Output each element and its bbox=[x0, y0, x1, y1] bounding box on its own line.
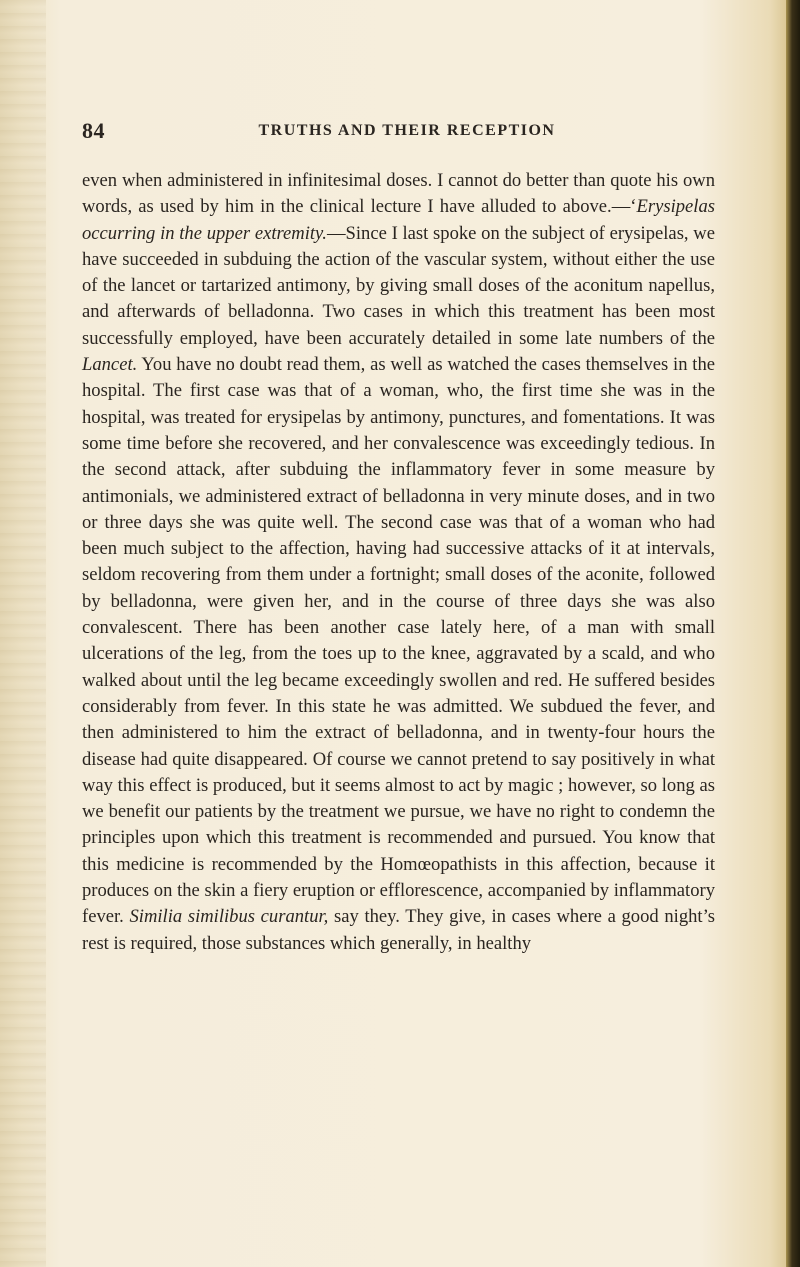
italic-heading: Erysipelas occurring in the upper extremity. bbox=[82, 196, 715, 244]
running-title: TRUTHS AND THEIR RECEPTION bbox=[258, 122, 556, 139]
body-text bbox=[82, 168, 715, 957]
page-header bbox=[82, 118, 732, 148]
italic-journal-title: Lancet. bbox=[82, 354, 138, 376]
text-segment: even when administered in infinitesimal doses. I cannot do better than quote his own words, as used by him in the clinical lecture I have alluded to above.—‘ bbox=[82, 170, 715, 218]
paragraph bbox=[82, 168, 715, 957]
page-number: 84 bbox=[82, 118, 105, 143]
text-segment: —Since I last spoke on the subject of erysipelas, we have succeeded in subduing the action of the vascular system, without either the use of the lancet or tartarized antimony, by giving small doses of the aconitum napellus, and afterwards of belladonna. Two cases in which this treatment has been most successfully employed, have been accurately detailed in some late numbers of the bbox=[82, 222, 715, 349]
text-segment: say they. They give, in cases where a good night’s rest is required, those substances which generally, in healthy bbox=[82, 906, 715, 954]
page-edge-shadow bbox=[786, 0, 800, 1267]
italic-latin-phrase: Similia similibus curantur, bbox=[129, 906, 329, 928]
text-segment: You have no doubt read them, as well as watched the cases themselves in the hospital. The first case was that of a woman, who, the first time she was in the hospital, was treated for erysipelas by antimony, punctures, and fomentations. It was some time before she recovered, and her convalescence was exceedingly tedious. In the second attack, after subduing the inflammatory fever in some measure by antimonials, we administered extract of belladonna in very minute doses, and in two or three days she was quite well. The second case was that of a woman who had been much subject to the affection, having had successive attacks of it at intervals, seldom recovering from them under a fortnight; small doses of the aconite, followed by belladonna, were given her, and in the course of three days she was also convalescent. There has been another case lately here, of a man with small ulcerations of the leg, from the toes up to the knee, aggravated by a scald, and who walked about until the leg became exceedingly swollen and red. He suffered besides considerably from fever. In this state he was admitted. We subdued the fever, and then administered to him the extract of belladonna, and in twenty-four hours the disease had quite disappeared. Of course we cannot pretend to say positively in what way this effect is produced, but it seems almost to act by magic ; however, so long as we benefit our patients by the treatment we pursue, we have no right to condemn the principles upon which this treatment is recommended and pursued. You know that this medicine is recommended by the Homœopathists in this affection, because it produces on the skin a fiery eruption or efflorescence, accompanied by inflammatory fever. bbox=[82, 354, 715, 928]
page-gutter-shading bbox=[0, 0, 46, 1267]
